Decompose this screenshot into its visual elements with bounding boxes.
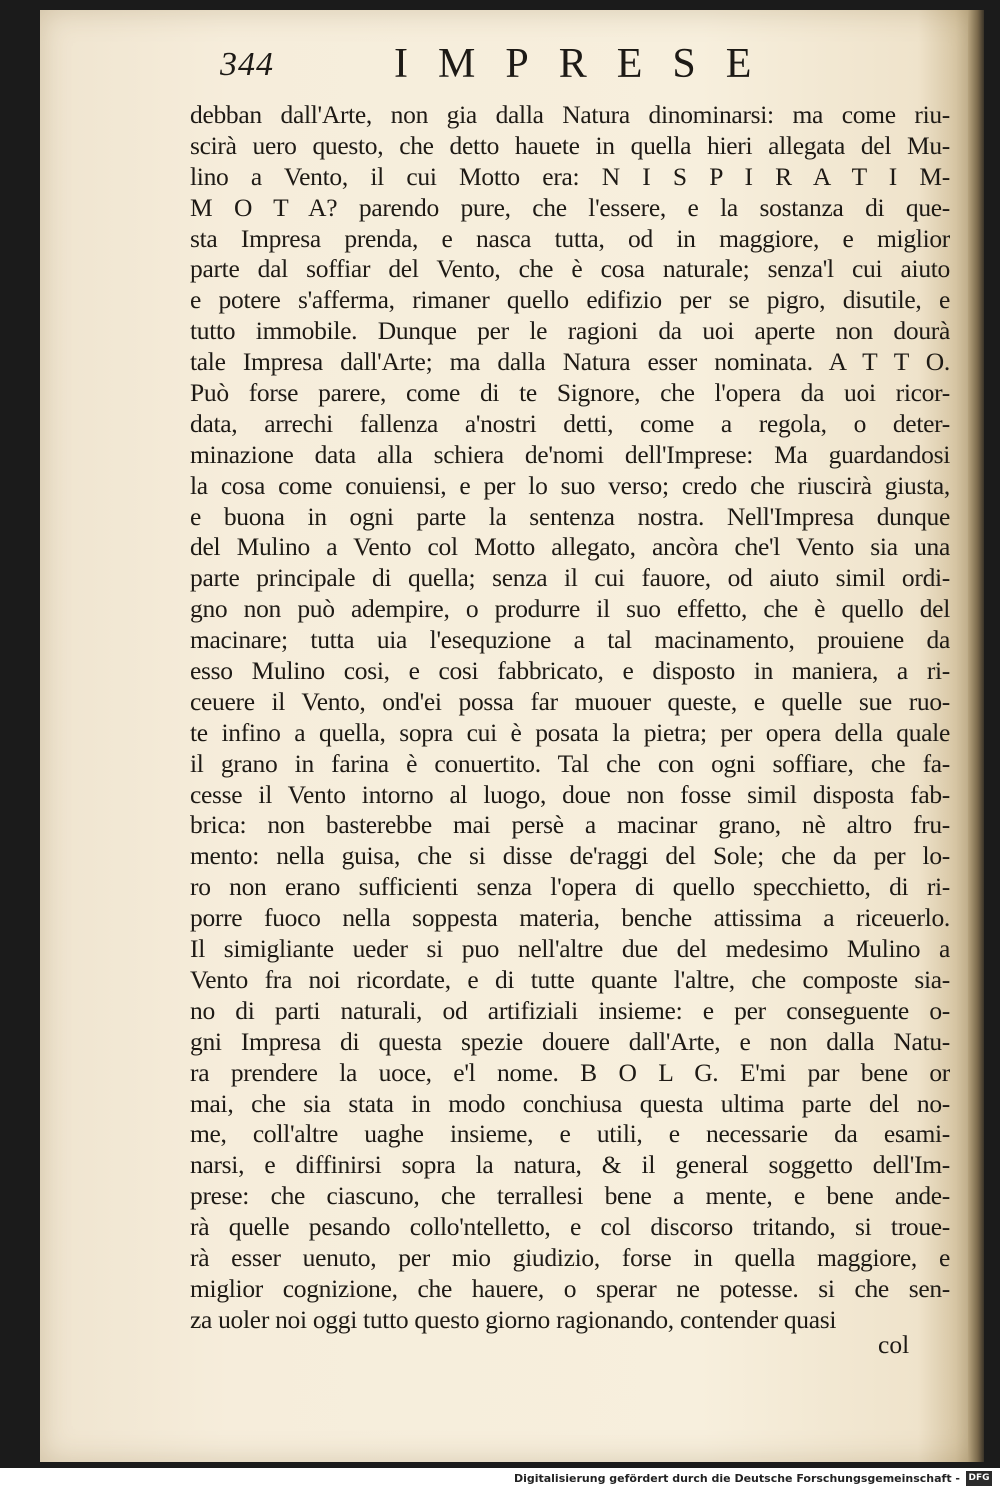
text-line: scirà uero questo, che detto hauete in quella hieri allegata del Mu- [190,130,950,160]
page-number: 344 [220,46,274,83]
text-line: rà quelle pesando collo'ntelletto, e col discorso tritando, si troue- [190,1212,950,1242]
text-line: M O T A? parendo pure, che l'essere, e la sostanza di que- [190,192,950,222]
text-line: mai, che sia stata in modo conchiusa questa ultima parte del no- [190,1088,950,1118]
text-line: prese: che ciascuno, che terrallesi bene a mente, e bene ande- [190,1181,950,1211]
body-text [190,100,950,1336]
text-line: gno non può adempire, o produrre il suo effetto, che è quello del [190,594,950,624]
text-line: debban dall'Arte, non gia dalla Natura dinominarsi: ma come riu- [190,100,950,129]
footer-bar [0,1468,1000,1491]
text-line: no di parti naturali, od artifiziali insieme: e per conseguente o- [190,995,950,1025]
page-title: IMPRESE [394,41,782,87]
text-line: gni Impresa di questa spezie douere dall'Arte, e non dalla Natu- [190,1026,950,1056]
dfg-logo-icon: DFG [966,1471,992,1486]
text-line: parte dal soffiar del Vento, che è cosa naturale; senza'l cui aiuto [190,254,950,284]
text-line: minazione data alla schiera de'nomi dell'Imprese: Ma guardandosi [190,439,950,469]
text-line: Il simigliante ueder si puo nell'altre due del medesimo Mulino a [190,934,950,964]
text-line: mento: nella guisa, che si disse de'raggi del Sole; che da per lo- [190,841,950,871]
text-line: il grano in farina è conuertito. Tal che con ogni soffiare, che fa- [190,748,950,778]
text-line: narsi, e diffinirsi sopra la natura, & il general soggetto dell'Im- [190,1150,950,1180]
text-line: me, coll'altre uaghe insieme, e utili, e necessarie da esami- [190,1119,950,1149]
text-line: cesse il Vento intorno al luogo, doue non fosse simil disposta fab- [190,779,950,809]
text-line: porre fuoco nella soppesta materia, benche attissima a riceuerlo. [190,903,950,933]
text-line: e potere s'afferma, rimaner quello edifizio per se pigro, disutile, e [190,285,950,315]
text-line: Può forse parere, come di te Signore, che l'opera da uoi ricor- [190,378,950,408]
text-line: te infino a quella, sopra cui è posata la pietra; per opera della quale [190,717,950,747]
text-line: ra prendere la uoce, e'l nome. B O L G. E'mi par bene or [190,1057,950,1087]
text-line: tutto immobile. Dunque per le ragioni da uoi aperte non dourà [190,316,950,346]
text-line: sta Impresa prenda, e nasca tutta, od in maggiore, e miglior [190,223,950,253]
text-line: macinare; tutta uia l'esequzione a tal macinamento, prouiene da [190,625,950,655]
text-line: del Mulino a Vento col Motto allegato, ancòra che'l Vento sia una [190,532,950,562]
running-head [186,40,946,100]
text-line: esso Mulino cosi, e cosi fabbricato, e disposto in maniera, a ri- [190,656,950,686]
funding-credit: Digitalisierung gefördert durch die Deutsche Forschungsgemeinschaft - [513,1472,960,1485]
text-line: rà esser uenuto, per mio giudizio, forse in quella maggiore, e [190,1242,950,1272]
catchword: col [878,1330,910,1359]
text-line: brica: non basterebbe mai persè a macinar grano, nè altro fru- [190,810,950,840]
text-line: lino a Vento, il cui Motto era: N I S P I R A T I M- [190,161,950,191]
text-line: e buona in ogni parte la sentenza nostra. Nell'Impresa dunque [190,501,950,531]
text-line: ro non erano sufficienti senza l'opera di quello specchietto, di ri- [190,872,950,902]
text-line: miglior cognizione, che hauere, o sperar ne potesse. si che sen- [190,1273,950,1303]
text-line: tale Impresa dall'Arte; ma dalla Natura esser nominata. A T T O. [190,347,950,377]
text-line: la cosa come conuiensi, e per lo suo verso; credo che riuscirà giusta, [190,470,950,500]
text-line: ceuere il Vento, ond'ei possa far muouer queste, e quelle sue ruo- [190,686,950,716]
text-line: data, arrechi fallenza a'nostri detti, come a regola, o deter- [190,408,950,438]
text-line: za uoler noi oggi tutto questo giorno ragionando, contender quasi [190,1304,837,1334]
text-line: Vento fra noi ricordate, e di tutte quante l'altre, che composte sia- [190,964,950,994]
text-line: parte principale di quella; senza il cui fauore, od aiuto simil ordi- [190,563,950,593]
book-spine [968,10,984,1462]
